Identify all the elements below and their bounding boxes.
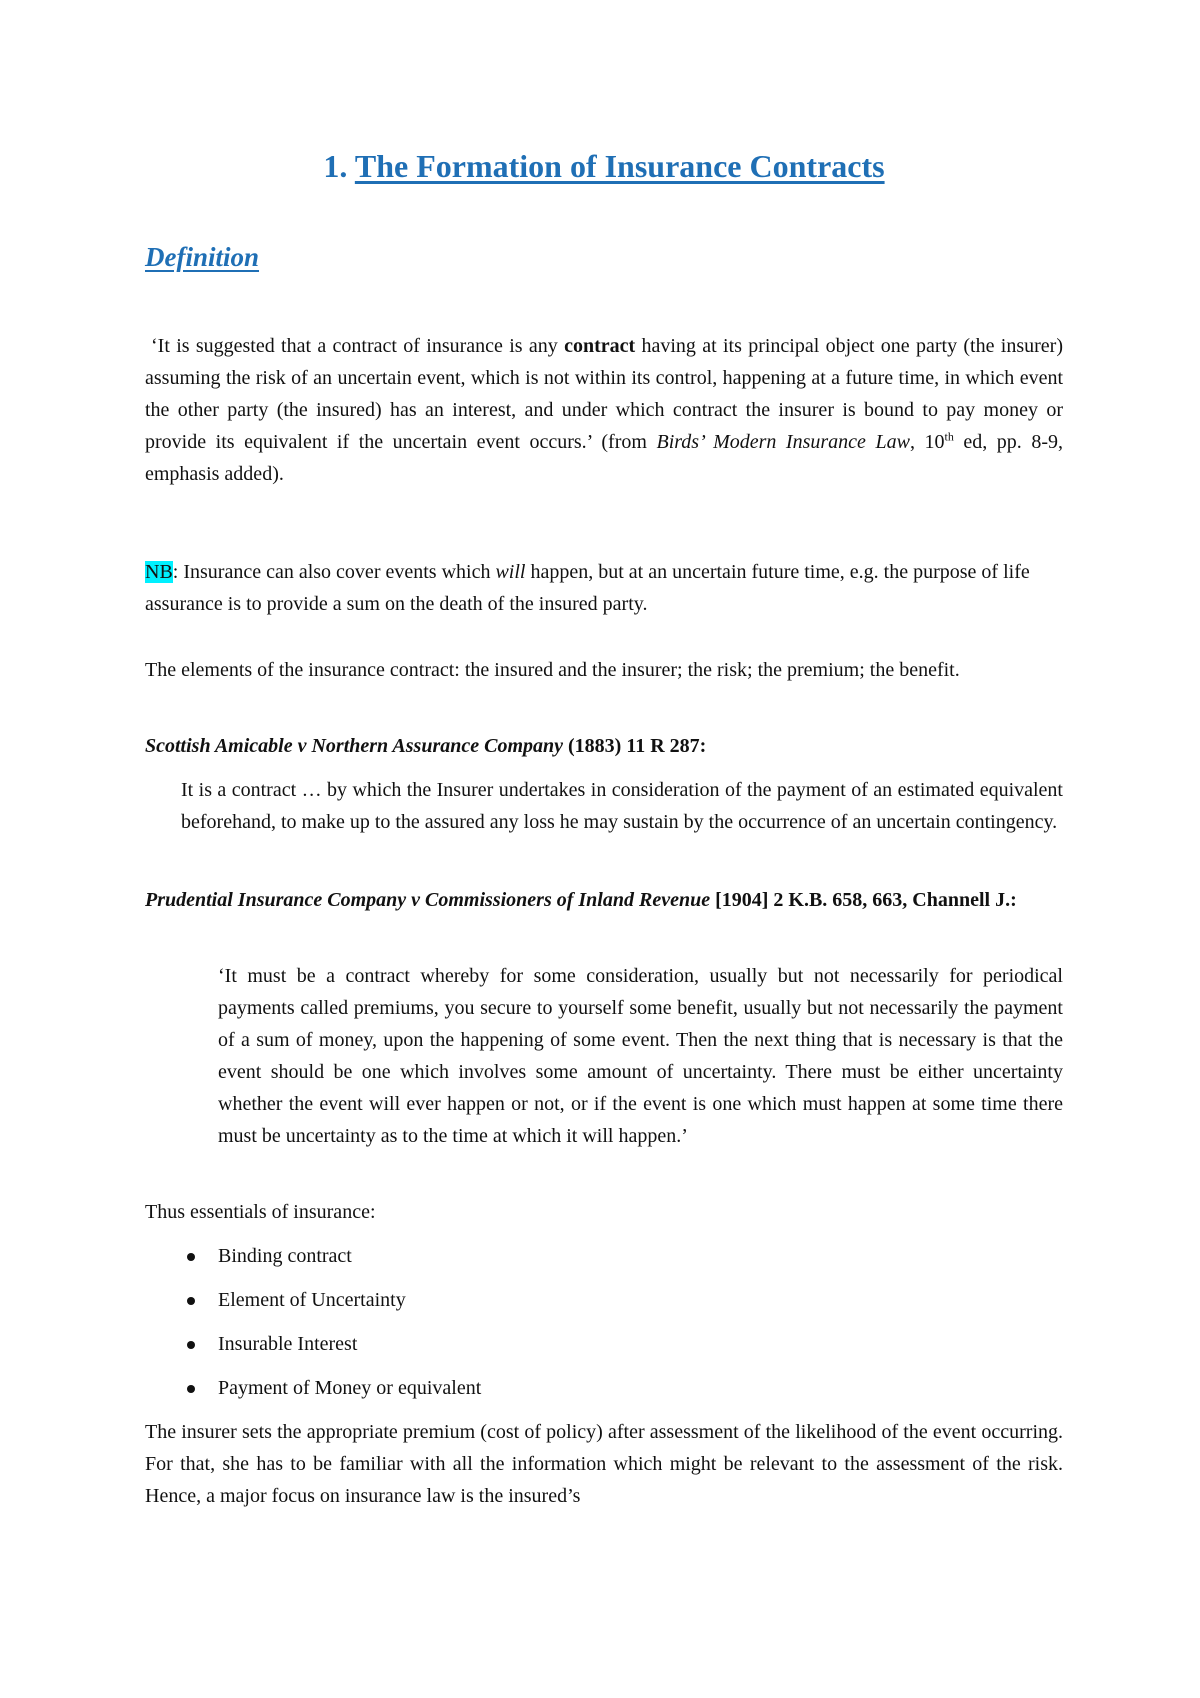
case-heading-prudential bbox=[145, 884, 1063, 916]
definition-text-1: ‘It is suggested that a contract of insurance is any bbox=[151, 335, 565, 357]
elements-paragraph: The elements of the insurance contract: the insured and the insurer; the risk; the premium; the benefit. bbox=[145, 659, 960, 681]
case-citation: (1883) 11 R 287: bbox=[563, 735, 707, 757]
page-title bbox=[145, 148, 1063, 185]
bullet-icon bbox=[187, 1253, 195, 1261]
nb-paragraph bbox=[145, 556, 1063, 620]
definition-bold-word: contract bbox=[564, 335, 636, 357]
edition-number: , 10 bbox=[909, 431, 945, 453]
list-item-label: Binding contract bbox=[218, 1245, 352, 1267]
edition-superscript: th bbox=[944, 429, 954, 444]
definition-text-3: ed, pp. 8-9, emphasis added). bbox=[145, 431, 1063, 485]
bullet-icon bbox=[187, 1341, 195, 1349]
bullet-icon bbox=[187, 1385, 195, 1393]
list-item bbox=[145, 1240, 481, 1284]
list-item-label: Element of Uncertainty bbox=[218, 1289, 406, 1311]
nb-italic-word: will bbox=[495, 561, 526, 583]
title-text: The Formation of Insurance Contracts bbox=[354, 148, 885, 184]
list-item bbox=[145, 1284, 481, 1328]
bullet-icon bbox=[187, 1297, 195, 1305]
case-quote-prudential: ‘It must be a contract whereby for some consideration, usually but not necessarily for periodical payments called premiums, you secure to yourself some benefit, usually but not necessarily the payment of a sum of money, upon the happening of some event. Then the next thing that is necessary is that the event should be one which involves some amount of uncertainty. There must be either uncertainty whether the event will ever happen or not, or if the event is one which must happen at some time there must be uncertainty as to the time at which it will happen.’ bbox=[218, 965, 1063, 1147]
case-citation: [1904] 2 K.B. 658, 663, Channell J.: bbox=[710, 889, 1017, 911]
book-title: Birds’ Modern Insurance Law bbox=[656, 431, 910, 453]
case-name: Scottish Amicable v Northern Assurance Company bbox=[145, 735, 564, 757]
nb-text-1: : Insurance can also cover events which bbox=[172, 561, 496, 583]
case-heading-scottish-amicable bbox=[145, 730, 1063, 762]
case-name: Prudential Insurance Company v Commissioners of Inland Revenue bbox=[145, 889, 711, 911]
nb-text-2: happen, but at an uncertain future time, e.g. the purpose of life assurance is to provide a sum on the death of the insured party. bbox=[145, 561, 1030, 615]
definition-heading: Definition bbox=[145, 242, 260, 272]
list-item bbox=[145, 1328, 481, 1372]
nb-highlight: NB bbox=[145, 561, 173, 583]
essentials-list bbox=[145, 1240, 481, 1416]
title-number: 1. bbox=[323, 148, 348, 184]
list-item-label: Insurable Interest bbox=[218, 1333, 358, 1355]
list-item bbox=[145, 1372, 481, 1416]
definition-text-2: having at its principal object one party (the insurer) assuming the risk of an uncertain event, which is not within its control, happening at a future time, in which event the other party (the insured) has an interest, and under which contract the insurer is bound to pay money or provide its equivalent if the uncertain event occurs.’ (from bbox=[145, 335, 1064, 453]
list-item-label: Payment of Money or equivalent bbox=[218, 1377, 482, 1399]
case-quote-scottish-amicable: It is a contract … by which the Insurer undertakes in consideration of the payment of an estimated equivalent beforehand, to make up to the assured any loss he may sustain by the occurrence of an uncertain contingency. bbox=[181, 779, 1063, 833]
definition-paragraph bbox=[145, 330, 1063, 490]
premium-paragraph: The insurer sets the appropriate premium (cost of policy) after assessment of the likelihood of the event occurring. For that, she has to be familiar with all the information which might be relevant to the assessment of the risk. Hence, a major focus on insurance law is the insured’s bbox=[145, 1421, 1063, 1507]
essentials-intro: Thus essentials of insurance: bbox=[145, 1201, 376, 1223]
